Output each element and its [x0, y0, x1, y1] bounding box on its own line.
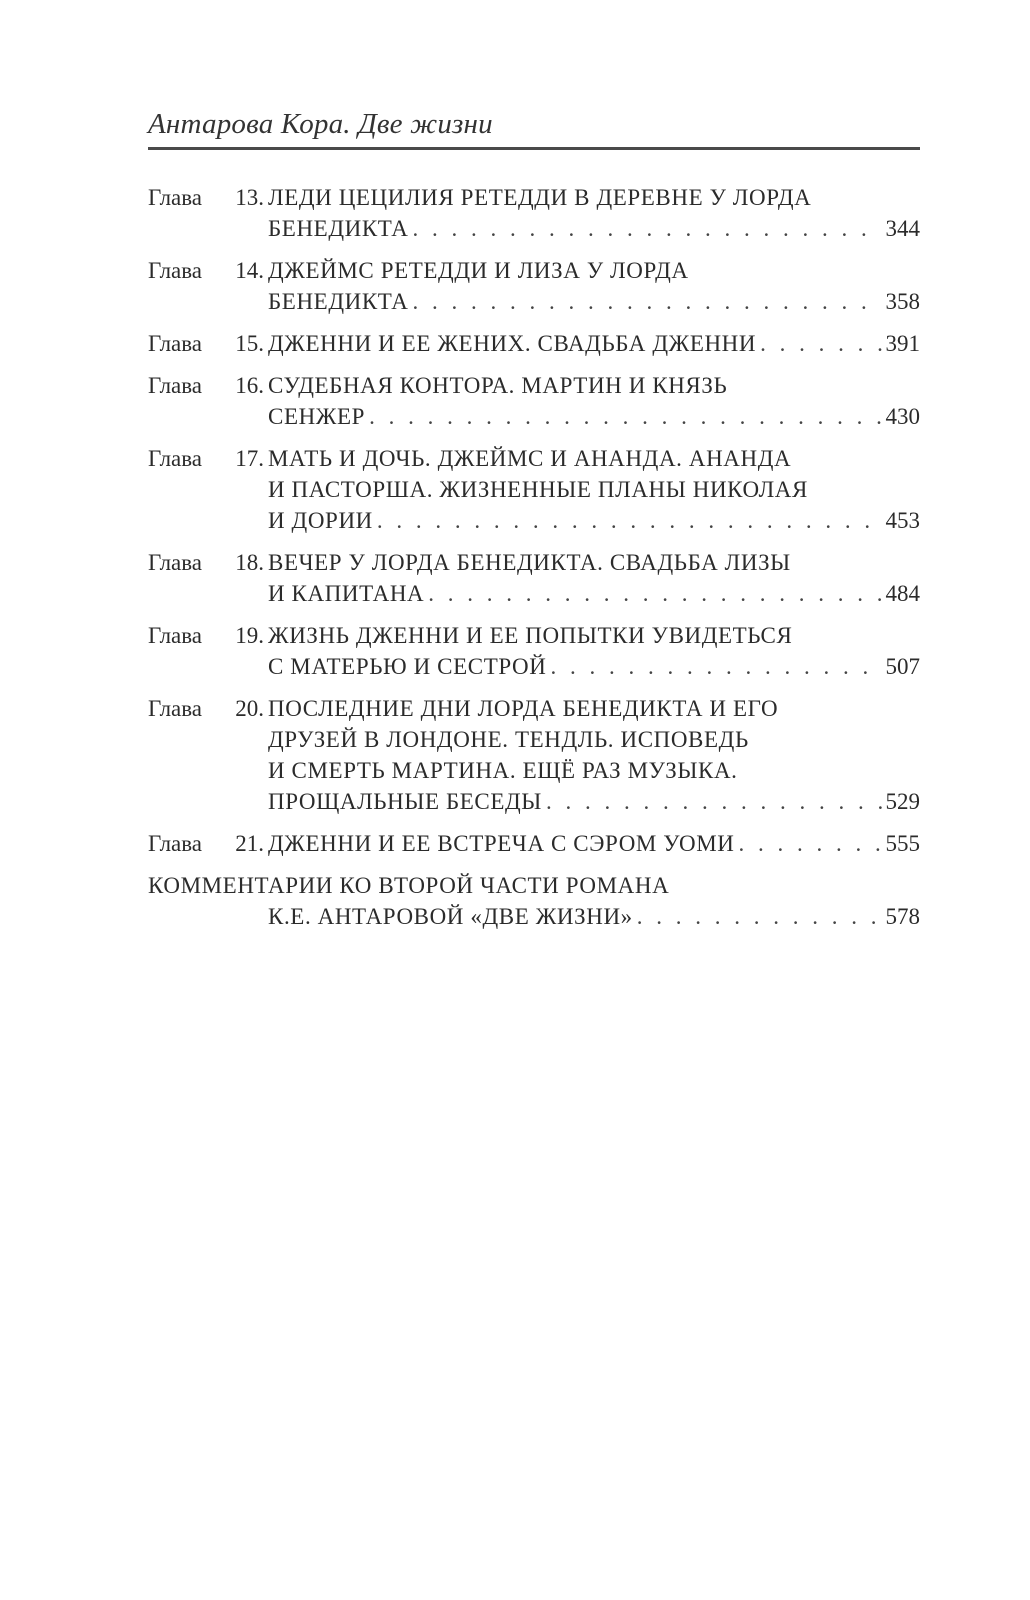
dot-leader [377, 505, 882, 536]
chapter-number: 15. [235, 331, 264, 356]
chapter-label: Глава [148, 550, 203, 575]
chapter-number: 19. [235, 623, 264, 648]
chapter-title-line: ЖИЗНЬ ДЖЕННИ И ЕЕ ПОПЫТКИ УВИДЕТЬСЯ [268, 623, 793, 648]
chapter-title-line: ДЖЕННИ И ЕЕ ЖЕНИХ. СВАДЬБА ДЖЕННИ [268, 331, 757, 356]
page-number: 529 [885, 789, 920, 814]
chapter-number: 16. [235, 373, 264, 398]
chapter-label: Глава [148, 258, 203, 283]
chapter-label: Глава [148, 696, 203, 721]
chapter-title-line: С МАТЕРЬЮ И СЕСТРОЙ [268, 654, 547, 679]
dot-leader [550, 651, 881, 682]
dot-leader [637, 901, 882, 932]
chapter-title-line: ПРОЩАЛЬНЫЕ БЕСЕДЫ [268, 789, 542, 814]
dot-leader [428, 578, 881, 609]
chapter-title-line: И КАПИТАНА [268, 581, 425, 606]
chapter-title-line: БЕНЕДИКТА [268, 216, 409, 241]
chapter-label: Глава [148, 831, 203, 856]
toc-entry-chapter-17[interactable] [148, 443, 920, 536]
chapter-title-line: СУДЕБНАЯ КОНТОРА. МАРТИН И КНЯЗЬ [268, 373, 728, 398]
chapter-label: Глава [148, 185, 203, 210]
chapter-label: Глава [148, 331, 203, 356]
page-number: 507 [885, 654, 920, 679]
dot-leader [412, 213, 881, 244]
toc-entry-chapter-19[interactable] [148, 620, 920, 682]
toc-entry-chapter-14[interactable] [148, 255, 920, 317]
commentary-title-line: КОММЕНТАРИИ КО ВТОРОЙ ЧАСТИ РОМАНА [148, 873, 670, 898]
chapter-label: Глава [148, 623, 203, 648]
dot-leader [412, 286, 881, 317]
chapter-number: 17. [235, 446, 264, 471]
toc-entry-chapter-18[interactable] [148, 547, 920, 609]
page-number: 358 [885, 289, 920, 314]
dot-leader [546, 786, 882, 817]
running-head: Антарова Кора. Две жизни [148, 108, 493, 140]
chapter-label: Глава [148, 373, 203, 398]
page-number: 484 [885, 581, 920, 606]
dot-leader [760, 328, 881, 359]
chapter-title-line: ДЖЕЙМС РЕТЕДДИ И ЛИЗА У ЛОРДА [268, 258, 689, 283]
commentary-title-line: К.Е. АНТАРОВОЙ «ДВЕ ЖИЗНИ» [268, 904, 633, 929]
chapter-title-line: ВЕЧЕР У ЛОРДА БЕНЕДИКТА. СВАДЬБА ЛИЗЫ [268, 550, 791, 575]
page-number: 578 [885, 904, 920, 929]
chapter-number: 21. [235, 831, 264, 856]
chapter-title-line: ЛЕДИ ЦЕЦИЛИЯ РЕТЕДДИ В ДЕРЕВНЕ У ЛОРДА [268, 185, 812, 210]
page-number: 453 [885, 508, 920, 533]
chapter-title-line: И СМЕРТЬ МАРТИНА. ЕЩЁ РАЗ МУЗЫКА. [268, 758, 738, 783]
chapter-title-line: ПОСЛЕДНИЕ ДНИ ЛОРДА БЕНЕДИКТА И ЕГО [268, 696, 779, 721]
dot-leader [369, 401, 881, 432]
toc-entry-chapter-21[interactable] [148, 828, 920, 859]
page-number: 344 [885, 216, 920, 241]
chapter-number: 14. [235, 258, 264, 283]
chapter-title-line: СЕНЖЕР [268, 404, 366, 429]
toc-entry-chapter-20[interactable] [148, 693, 920, 817]
chapter-title-line: И ДОРИИ [268, 508, 373, 533]
chapter-title-line: ДРУЗЕЙ В ЛОНДОНЕ. ТЕНДЛЬ. ИСПОВЕДЬ [268, 727, 749, 752]
chapter-title-line: ДЖЕННИ И ЕЕ ВСТРЕЧА С СЭРОМ УОМИ [268, 831, 735, 856]
toc-entry-chapter-16[interactable] [148, 370, 920, 432]
page-number: 430 [885, 404, 920, 429]
toc-entry-chapter-15[interactable] [148, 328, 920, 359]
chapter-label: Глава [148, 446, 203, 471]
chapter-number: 18. [235, 550, 264, 575]
page-number: 391 [885, 331, 920, 356]
chapter-title-line: МАТЬ И ДОЧЬ. ДЖЕЙМС И АНАНДА. АНАНДА [268, 446, 792, 471]
chapter-number: 13. [235, 185, 264, 210]
dot-leader [739, 828, 882, 859]
chapter-number: 20. [235, 696, 264, 721]
toc-entry-commentary[interactable] [148, 870, 920, 932]
toc-entry-chapter-13[interactable] [148, 182, 920, 244]
table-of-contents [148, 182, 920, 943]
page-number: 555 [885, 831, 920, 856]
chapter-title-line: И ПАСТОРША. ЖИЗНЕННЫЕ ПЛАНЫ НИКОЛАЯ [268, 477, 808, 502]
header-rule [148, 147, 920, 150]
chapter-title-line: БЕНЕДИКТА [268, 289, 409, 314]
